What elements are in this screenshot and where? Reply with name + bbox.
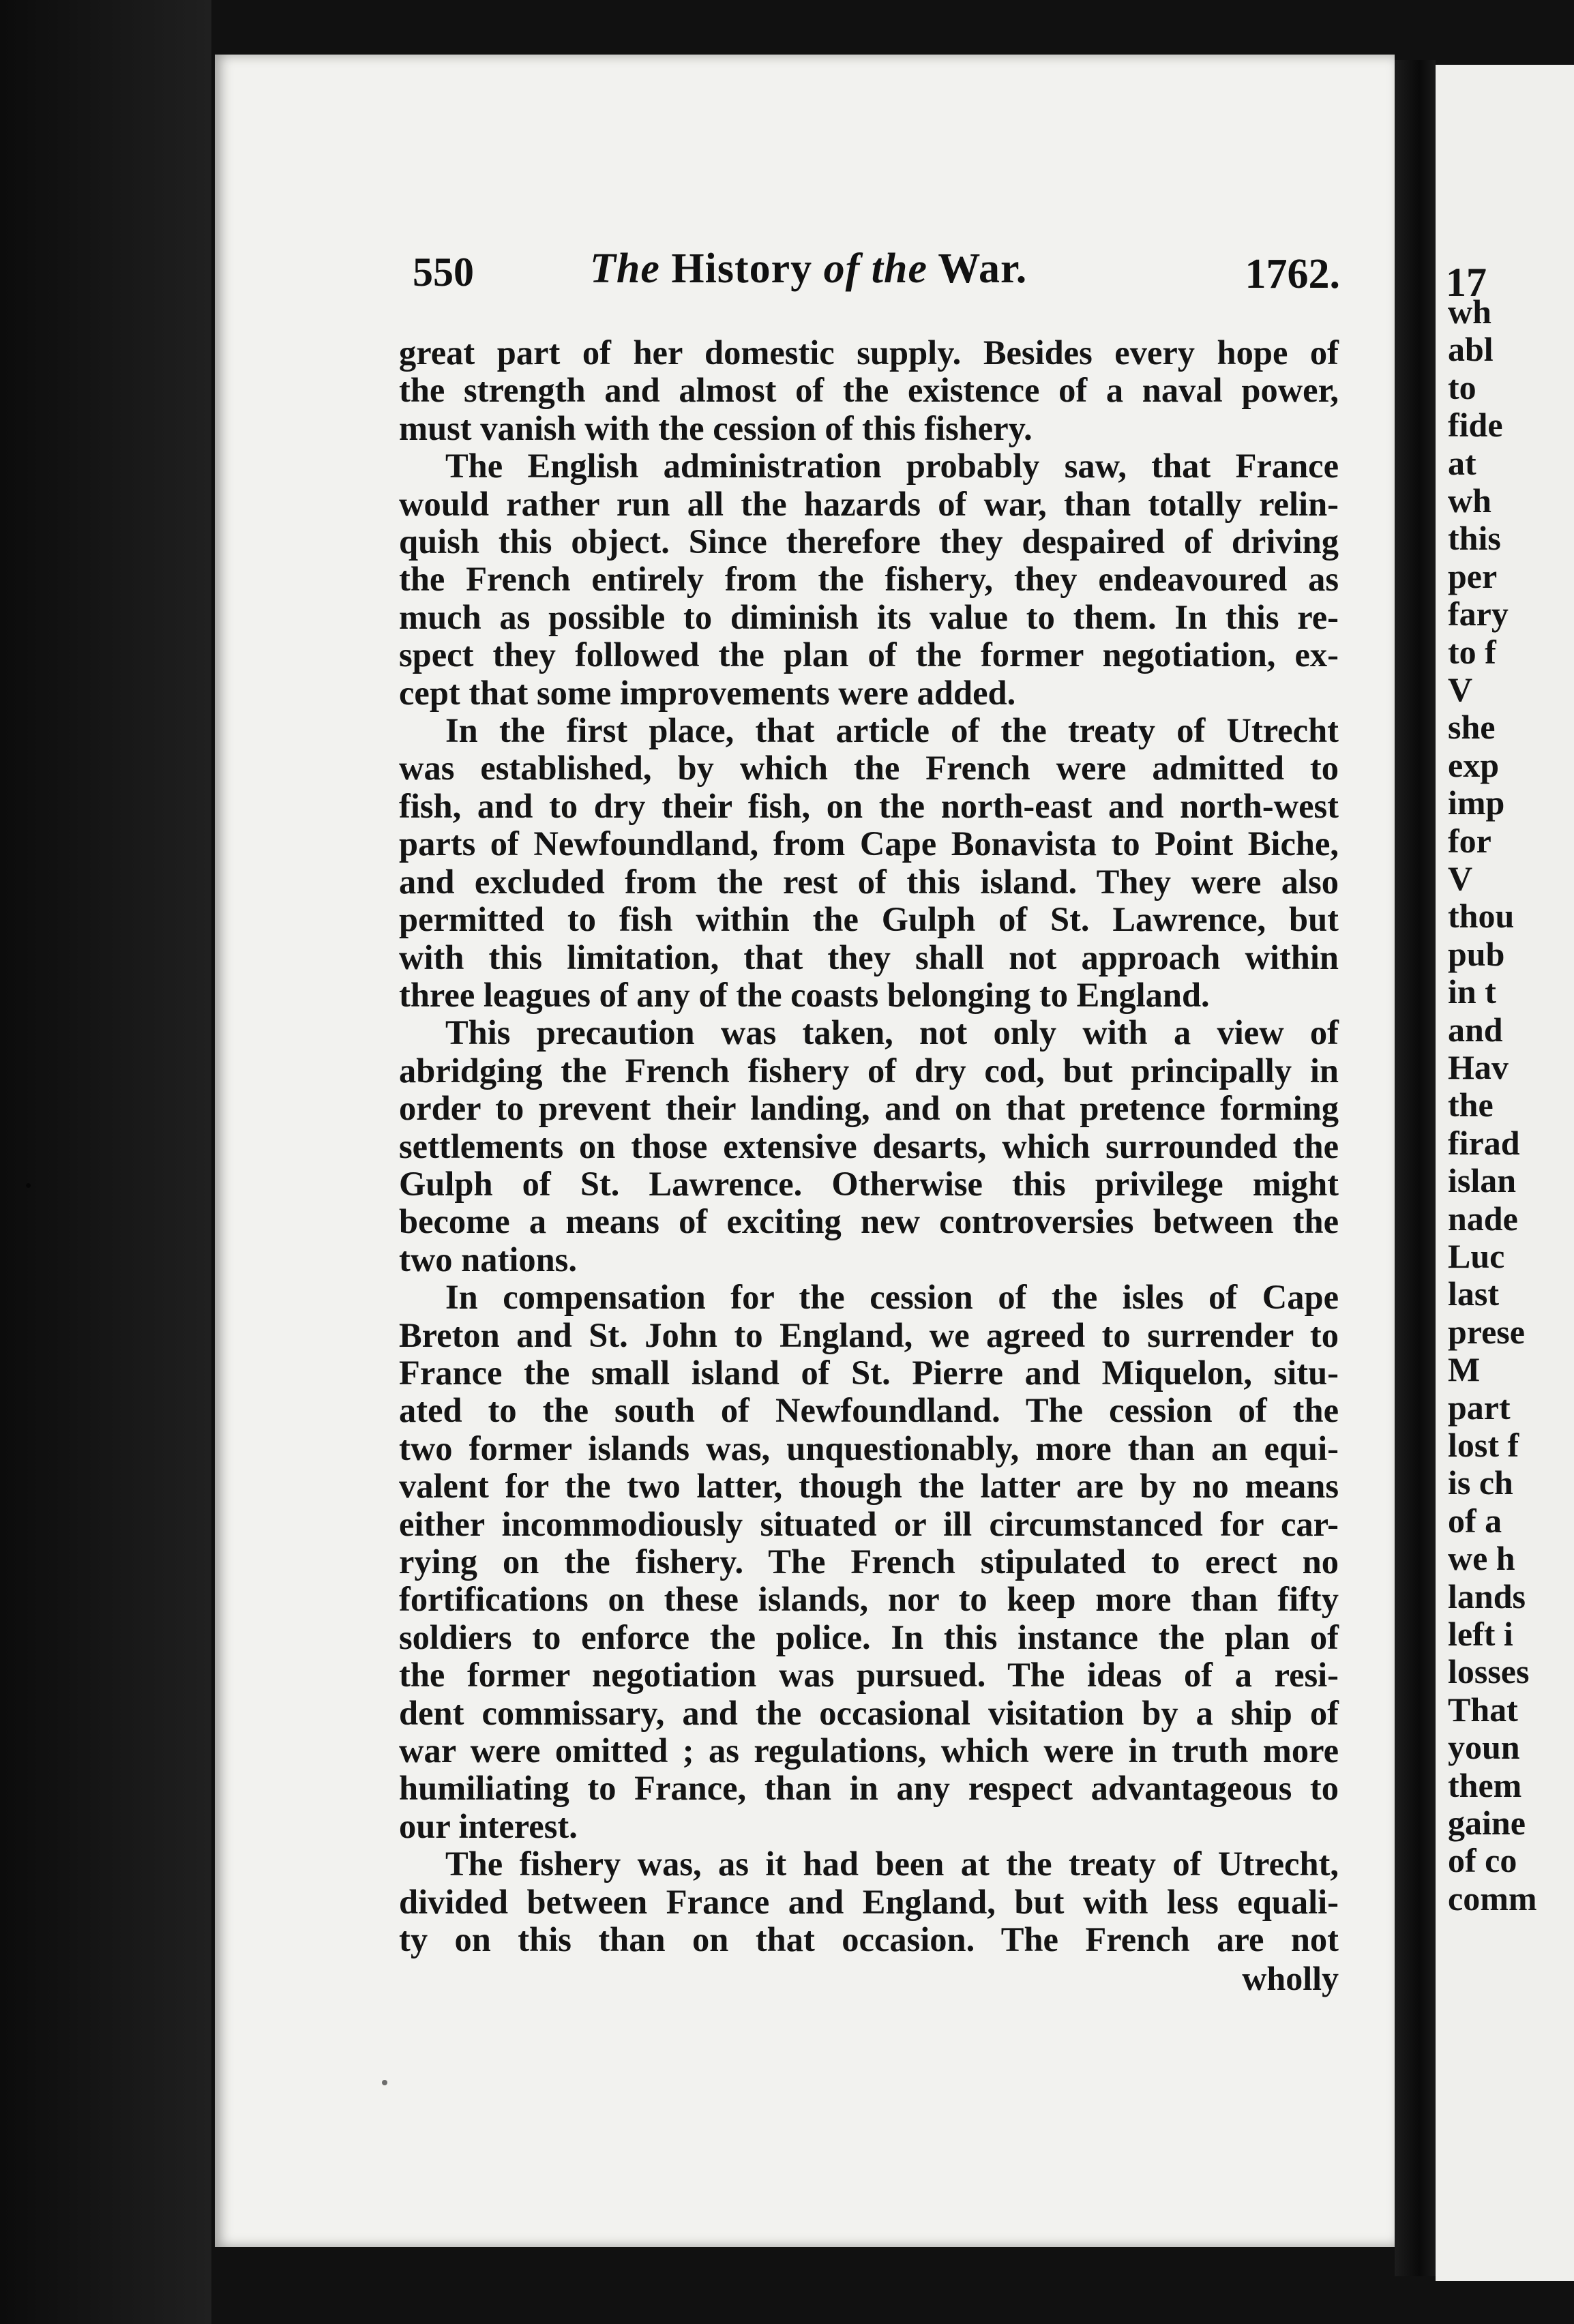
running-title-of-the: of the: [823, 245, 927, 292]
text-line: This precaution was taken, not only with a view of: [445, 1013, 1339, 1052]
text-line: two nations.: [399, 1240, 577, 1279]
right-page-line: lost f: [1448, 1426, 1519, 1464]
text-line: the former negotiation was pursued. The ideas of a resi-: [399, 1656, 1339, 1695]
text-line: Gulph of St. Lawrence. Otherwise this privilege might: [399, 1164, 1339, 1203]
left-dark-margin: [0, 0, 211, 2324]
text-line: and excluded from the rest of this island. They were also: [399, 862, 1339, 901]
text-line: would rather run all the hazards of war, than totally relin-: [399, 484, 1339, 523]
right-page-line: them: [1448, 1766, 1522, 1804]
right-page-line: for: [1448, 821, 1491, 860]
text-line: France the small island of St. Pierre and Miquelon, situ-: [399, 1353, 1339, 1392]
text-line: In compensation for the cession of the isles of Cape: [445, 1278, 1339, 1317]
text-line: war were omitted ; as regulations, which were in truth more: [399, 1731, 1339, 1770]
text-line: rying on the fishery. The French stipulated to erect no: [399, 1543, 1339, 1581]
page-number: 550: [413, 250, 474, 295]
catchword: wholly: [1242, 1959, 1339, 1997]
right-page-line: imp: [1448, 784, 1505, 822]
speck: [26, 1183, 31, 1188]
text-line: The English administration probably saw, that France: [445, 447, 1339, 486]
text-line: either incommodiously situated or ill circumstanced for car-: [399, 1504, 1339, 1543]
right-page-line: at: [1448, 443, 1476, 482]
text-line: abridging the French fishery of dry cod, but principally in: [399, 1051, 1339, 1090]
text-line: soldiers to enforce the police. In this instance the plan of: [399, 1618, 1339, 1656]
right-page-line: this: [1448, 519, 1501, 558]
text-line: permitted to fish within the Gulph of St. Lawrence, but: [399, 900, 1339, 939]
text-line: the French entirely from the fishery, they endeavoured as: [399, 560, 1339, 599]
right-page-line: and: [1448, 1010, 1503, 1049]
right-page-line: left i: [1448, 1615, 1513, 1653]
running-title-history: History: [671, 245, 813, 292]
running-year: 1762.: [1245, 251, 1340, 297]
right-page-line: lands: [1448, 1577, 1526, 1615]
text-line: divided between France and England, but with less equali-: [399, 1882, 1339, 1921]
right-page-line: wh: [1448, 293, 1491, 331]
right-page-line: V: [1448, 859, 1473, 897]
paragraph: [399, 447, 1339, 712]
paragraph: [399, 712, 1339, 1014]
text-line: three leagues of any of the coasts belonging to England.: [399, 975, 1210, 1014]
text-line: humiliating to France, than in any respect advantageous to: [399, 1769, 1339, 1808]
text-line: ated to the south of Newfoundland. The cession of the: [399, 1391, 1339, 1430]
text-line: two former islands was, unquestionably, more than an equi-: [399, 1429, 1339, 1468]
paragraph: [399, 1014, 1339, 1279]
right-page-line: is ch: [1448, 1463, 1513, 1502]
text-line: become a means of exciting new controversies between the: [399, 1202, 1339, 1241]
right-page-line: pub: [1448, 934, 1505, 973]
body-text: [399, 334, 1339, 1958]
text-line: much as possible to diminish its value to them. In this re-: [399, 597, 1339, 636]
paragraph: [399, 1279, 1339, 1845]
right-page-line: exp: [1448, 745, 1499, 784]
right-page-line: she: [1448, 708, 1496, 747]
book-gutter: [1395, 60, 1436, 2276]
right-page-line: prese: [1448, 1312, 1525, 1351]
right-page-line: V: [1448, 670, 1473, 709]
text-line: parts of Newfoundland, from Cape Bonavista to Point Biche,: [399, 824, 1339, 863]
right-page-line: Hav: [1448, 1048, 1509, 1086]
right-page-line: nade: [1448, 1199, 1518, 1238]
right-page-header: 17: [1446, 260, 1487, 305]
text-line: with this limitation, that they shall not approach within: [399, 938, 1339, 977]
text-line: cept that some improvements were added.: [399, 673, 1016, 712]
paragraph: [399, 1845, 1339, 1958]
running-title-the: The: [590, 245, 660, 292]
right-page-line: the: [1448, 1086, 1494, 1124]
right-page-line: in t: [1448, 972, 1496, 1011]
right-page-fragment: [1436, 65, 1574, 2281]
left-page: [215, 55, 1395, 2247]
right-page-line: Luc: [1448, 1237, 1505, 1275]
text-line: dent commissary, and the occasional visitation by a ship of: [399, 1693, 1339, 1732]
right-page-line: gaine: [1448, 1804, 1526, 1842]
right-page-line: we h: [1448, 1539, 1515, 1578]
right-page-line: part: [1448, 1388, 1511, 1427]
right-page-line: islan: [1448, 1161, 1517, 1200]
running-header: [413, 235, 1340, 317]
text-line: fortifications on these islands, nor to keep more than fifty: [399, 1580, 1339, 1619]
text-line: fish, and to dry their fish, on the north-east and north-west: [399, 786, 1339, 825]
right-page-line: losses: [1448, 1652, 1530, 1691]
right-page-line: M: [1448, 1350, 1481, 1389]
text-line: great part of her domestic supply. Besides every hope of: [399, 333, 1339, 372]
text-line: In the first place, that article of the treaty of Utrecht: [445, 711, 1339, 750]
right-page-line: last: [1448, 1275, 1499, 1313]
right-page-line: per: [1448, 556, 1498, 595]
running-title: [590, 245, 1027, 293]
right-page-line: wh: [1448, 481, 1491, 520]
text-line: Breton and St. John to England, we agreed to surrender to: [399, 1315, 1339, 1354]
right-page-line: That: [1448, 1690, 1518, 1729]
right-page-line: thou: [1448, 897, 1515, 936]
right-page-line: of a: [1448, 1501, 1502, 1540]
text-line: must vanish with the cession of this fishery.: [399, 408, 1033, 447]
text-line: The fishery was, as it had been at the treaty of Utrecht,: [445, 1845, 1339, 1883]
paragraph: [399, 334, 1339, 447]
right-page-line: to: [1448, 368, 1476, 406]
right-page-line: comm: [1448, 1879, 1537, 1918]
text-line: the strength and almost of the existence of a naval power,: [399, 371, 1339, 410]
right-page-line: fide: [1448, 406, 1503, 445]
speck: [382, 2080, 387, 2085]
right-page-line: firad: [1448, 1123, 1520, 1162]
text-line: spect they followed the plan of the former negotiation, ex-: [399, 636, 1339, 674]
text-line: valent for the two latter, though the latter are by no means: [399, 1467, 1339, 1506]
text-line: our interest.: [399, 1806, 578, 1845]
right-page-line: abl: [1448, 330, 1494, 369]
text-line: order to prevent their landing, and on that pretence forming: [399, 1089, 1339, 1128]
text-line: settlements on those extensive desarts, which surrounded the: [399, 1127, 1339, 1165]
right-page-line: fary: [1448, 595, 1509, 634]
right-page-line: of co: [1448, 1841, 1517, 1880]
text-line: ty on this than on that occasion. The French are not: [399, 1920, 1339, 1959]
right-page-line: to f: [1448, 632, 1496, 671]
text-line: was established, by which the French were admitted to: [399, 749, 1339, 788]
right-page-line: youn: [1448, 1728, 1520, 1767]
running-title-war: War.: [938, 245, 1028, 292]
text-line: quish this object. Since therefore they despaired of driving: [399, 522, 1339, 561]
